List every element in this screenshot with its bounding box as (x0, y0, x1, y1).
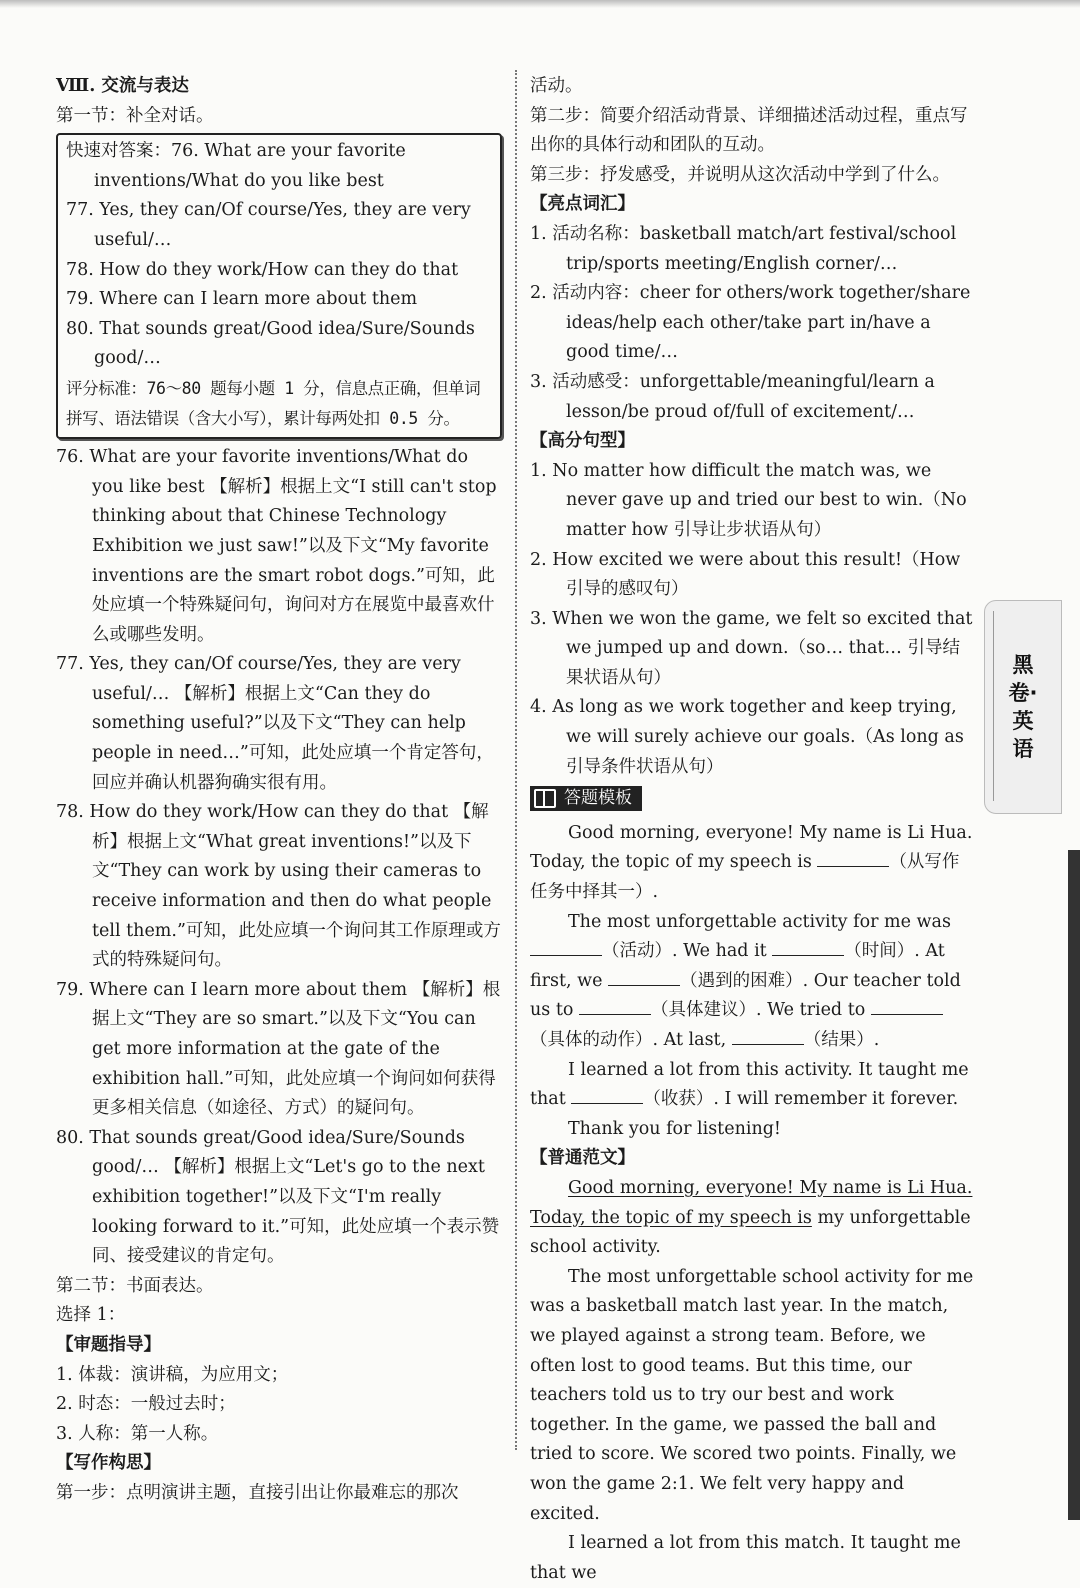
box-answer-77: 77. Yes, they can/Of course/Yes, they are very useful/… (66, 200, 471, 250)
box-answer-78: 78. How do they work/How can they do that (66, 259, 459, 280)
side-tab-label: 黑卷·英语 (1008, 653, 1038, 761)
template-text: （活动）. We had it (602, 941, 767, 962)
analysis-77: 77. Yes, they can/Of course/Yes, they are very useful/… 【解析】根据上文“Can they do something useful?”以及下文“They can help people in need…”可知，此处应填一个肯定答句，回应并确认机器狗确实很有用。 (56, 654, 494, 793)
model-underlined-text: Good morning, everyone! My name is Li Hua. Today, the topic of my speech is (530, 1177, 973, 1228)
sentence-pattern-4: 4. As long as we work together and keep trying, we will surely achieve our goals.（As long as 引导条件状语从句） (530, 697, 964, 777)
analysis-79: 79. Where can I learn more about them 【解析】根据上文“They are so smart.”以及下文“You can get more information at the gate of the exhibition hall.”可知，此处应填一个询问如何获得更多相关信息（如途径、方式）的疑问句。 (56, 979, 501, 1119)
plan-step-3: 第三步：抒发感受，并说明从这次活动中学到了什么。 (530, 164, 950, 185)
vocab-item: 2. 活动内容：cheer for others/work together/share ideas/help each other/take part in/have a good time/… (530, 283, 971, 363)
side-tab-decoration (993, 611, 1002, 801)
book-icon (534, 789, 556, 808)
scoring-standard: 评分标准：76～80 题每小题 1 分，信息点正确，但单词拼写、语法错误（含大小写），累计每两处扣 0.5 分。 (66, 378, 481, 428)
answer-blank (817, 849, 889, 868)
right-column (530, 72, 974, 1588)
template-text: （从写作任务中择其一）. (530, 852, 960, 903)
answer-blank (571, 1086, 643, 1105)
template-paragraph-4: Thank you for listening! (568, 1118, 781, 1139)
guide-item: 2. 时态：一般过去时； (56, 1394, 236, 1415)
template-badge-label: 答题模板 (564, 787, 632, 808)
guide-heading: 【审题指导】 (56, 1334, 161, 1355)
template-text: （时间）. At first, we (530, 941, 945, 991)
page-edge (1068, 850, 1080, 1520)
sentence-pattern-2: 2. How excited we were about this result!（How 引导的感叹句） (530, 549, 961, 600)
plan-step-2: 第二步：简要介绍活动背景、详细描述活动过程，重点写出你的具体行动和团队的互动。 (530, 105, 968, 156)
left-column (56, 72, 502, 1509)
template-badge (530, 786, 642, 811)
answer-blank (871, 997, 943, 1016)
section-title: Ⅷ. 交流与表达 (56, 76, 189, 96)
part2-title: 第二节：书面表达。 (56, 1275, 214, 1296)
answer-blank (608, 967, 680, 986)
guide-item: 3. 人称：第一人称。 (56, 1423, 219, 1444)
box-answer-76: 快速对答案：76. What are your favorite inventions/What do you like best (66, 141, 406, 191)
vocab-item: 1. 活动名称：basketball match/art festival/school trip/sports meeting/English corner/… (530, 223, 957, 274)
vocab-heading: 【亮点词汇】 (530, 194, 635, 215)
analysis-76: 76. What are your favorite inventions/What do you like best 【解析】根据上文“I still can't stop thinking about that Chinese Technology Exhibition we just saw!”以及下文“My favorite inventions are the smart robot dogs.”可知，此处应填一个特殊疑问句，询问对方在展览中最喜欢什么或哪些发明。 (56, 447, 497, 645)
sentence-pattern-1: 1. No matter how difficult the match was, we never gave up and tried our best to win.（No matter how 引导让步状语从句） (530, 460, 967, 540)
guide-item: 1. 体裁：演讲稿，为应用文； (56, 1364, 289, 1385)
template-text: The most unforgettable activity for me was (568, 911, 951, 932)
box-answer-79: 79. Where can I learn more about them (66, 289, 418, 310)
template-paragraph-2 (530, 908, 974, 1056)
part1-title: 第一节：补全对话。 (56, 105, 214, 126)
model-paragraph-2: The most unforgettable school activity for me was a basketball match last year. In the match, we played against a strong team. Before, we often lost to good teams. But this time, our teachers told us to try our best and work together. In the game, we passed the ball and tried to score. We scored two points. Finally, we won the game 2:1. We felt very happy and excited. (530, 1266, 974, 1524)
template-text: I learned a lot from this activity. It taught me that (530, 1059, 969, 1110)
sentence-pattern-3: 3. When we won the game, we felt so excited that we jumped up and down.（so… that… 引导结果状语从句） (530, 608, 973, 688)
page-top-shadow (0, 0, 1080, 8)
analysis-80: 80. That sounds great/Good idea/Sure/Sounds good/… 【解析】根据上文“Let's go to the next exhibition together!”以及下文“I'm really looking forward to it.”可知，此处应填一个表示赞同、接受建议的肯定句。 (56, 1127, 500, 1267)
vocab-item: 3. 活动感受：unforgettable/meaningful/learn a lesson/be proud of/full of excitement/… (530, 371, 935, 422)
template-paragraph-3 (530, 1056, 974, 1115)
analysis-78: 78. How do they work/How can they do that 【解析】根据上文“What great inventions!”以及下文“They can work by using their cameras to receive information and then do what people tell them.”可知，此处应填一个询问其工作原理或方式的特殊疑问句。 (56, 802, 501, 971)
answer-blank (579, 997, 651, 1016)
template-text: （结果）. (803, 1030, 880, 1050)
plan-step-1: 第一步：点明演讲主题，直接引出让你最难忘的那次 (56, 1482, 459, 1503)
column-divider (515, 70, 517, 1450)
quick-answer-box (56, 133, 502, 439)
template-text: （收获）. I will remember it forever. (643, 1089, 959, 1110)
plan-heading: 【写作构思】 (56, 1453, 161, 1474)
template-text: （具体的动作）. At last, (530, 1030, 727, 1050)
model-text: my unforgettable school activity. (530, 1207, 971, 1258)
model-paragraph-3: I learned a lot from this match. It taught me that we (530, 1533, 961, 1583)
model-essay-heading: 【普通范文】 (530, 1148, 635, 1169)
answer-blank (530, 938, 602, 957)
model-paragraph-1 (530, 1174, 974, 1263)
choice-label: 选择 1： (56, 1305, 126, 1326)
plan-step-1-continued: 活动。 (530, 76, 583, 96)
template-text: （具体建议）. We tried to (650, 1000, 866, 1021)
side-tab (984, 600, 1062, 814)
template-paragraph-1 (530, 819, 974, 908)
answer-blank (772, 938, 844, 957)
answer-blank (732, 1027, 804, 1046)
template-text: Good morning, everyone! My name is Li Hua. Today, the topic of my speech is (530, 822, 973, 873)
sentence-heading: 【高分句型】 (530, 431, 635, 452)
template-text: （遇到的困难）. Our teacher told us to (530, 970, 961, 1021)
box-answer-80: 80. That sounds great/Good idea/Sure/Sounds good/… (66, 318, 475, 369)
